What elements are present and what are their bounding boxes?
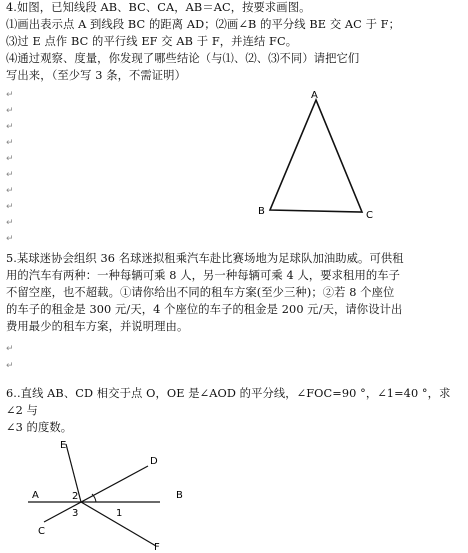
point-label-d: D bbox=[150, 456, 158, 467]
return-mark-icon: ↵ bbox=[6, 170, 14, 180]
q6-line-2: ∠2 与 bbox=[6, 404, 38, 417]
q5-line-1: 5.某球迷协会组织 36 名球迷拟租乘汽车赴比赛场地为足球队加油助威。可供租 bbox=[6, 252, 404, 265]
angle-label-3: 3 bbox=[72, 508, 79, 519]
return-mark-icon: ↵ bbox=[6, 186, 14, 196]
return-mark-icon: ↵ bbox=[6, 361, 14, 371]
point-label-c: C bbox=[38, 526, 45, 537]
vertex-label-c: C bbox=[366, 210, 373, 221]
vertex-label-a: A bbox=[311, 90, 318, 101]
q4-line-2: ⑴画出表示点 A 到线段 BC 的距离 AD；⑵画∠B 的平分线 BE 交 AC 于 F； bbox=[6, 18, 401, 31]
return-mark-icon: ↵ bbox=[6, 344, 14, 354]
return-mark-icon: ↵ bbox=[6, 154, 14, 164]
q5-line-5: 费用最少的租车方案，并说明理由。 bbox=[6, 320, 189, 333]
q4-line-1: 4.如图，已知线段 AB、BC、CA，AB＝AC，按要求画图。 bbox=[6, 1, 311, 14]
return-mark-icon: ↵ bbox=[6, 234, 14, 244]
q4-line-4: ⑷通过观察、度量，你发现了哪些结论（与⑴、⑵、⑶不同）请把它们 bbox=[6, 52, 360, 65]
return-mark-icon: ↵ bbox=[6, 122, 14, 132]
line-cd bbox=[44, 466, 148, 522]
angle-label-2: 2 bbox=[72, 491, 79, 502]
return-mark-icon: ↵ bbox=[6, 202, 14, 212]
triangle-abc bbox=[270, 100, 362, 212]
intersecting-lines-figure bbox=[20, 436, 200, 553]
point-label-e: E bbox=[60, 440, 67, 451]
point-label-a: A bbox=[32, 490, 39, 501]
q5-line-3: 不留空座，也不超载。①请你给出不同的租车方案(至少三种)；②若 8 个座位 bbox=[6, 286, 395, 299]
vertex-label-b: B bbox=[258, 206, 265, 217]
return-mark-icon: ↵ bbox=[6, 90, 14, 100]
angle-label-1: 1 bbox=[116, 508, 123, 519]
return-mark-icon: ↵ bbox=[6, 106, 14, 116]
q5-line-2: 用的汽车有两种：一种每辆可乘 8 人，另一种每辆可乘 4 人，要求租用的车子 bbox=[6, 269, 401, 282]
q6-line-1: 6..直线 AB、CD 相交于点 O，OE 是∠AOD 的平分线，∠FOC=90 °，∠1=40 °，求 bbox=[6, 387, 451, 400]
q6-line-3: ∠3 的度数。 bbox=[6, 421, 73, 434]
return-mark-icon: ↵ bbox=[6, 218, 14, 228]
q4-line-5: 写出来，（至少写 3 条，不需证明） bbox=[6, 69, 186, 82]
return-mark-icon: ↵ bbox=[6, 138, 14, 148]
q4-line-3: ⑶过 E 点作 BC 的平行线 EF 交 AB 于 F，并连结 FC。 bbox=[6, 35, 298, 48]
triangle-figure bbox=[250, 86, 390, 226]
point-label-b: B bbox=[176, 490, 183, 501]
q5-line-4: 的车子的租金是 300 元/天，4 个座位的车子的租金是 200 元/天，请你设计出 bbox=[6, 303, 403, 316]
point-label-f: F bbox=[154, 542, 160, 553]
